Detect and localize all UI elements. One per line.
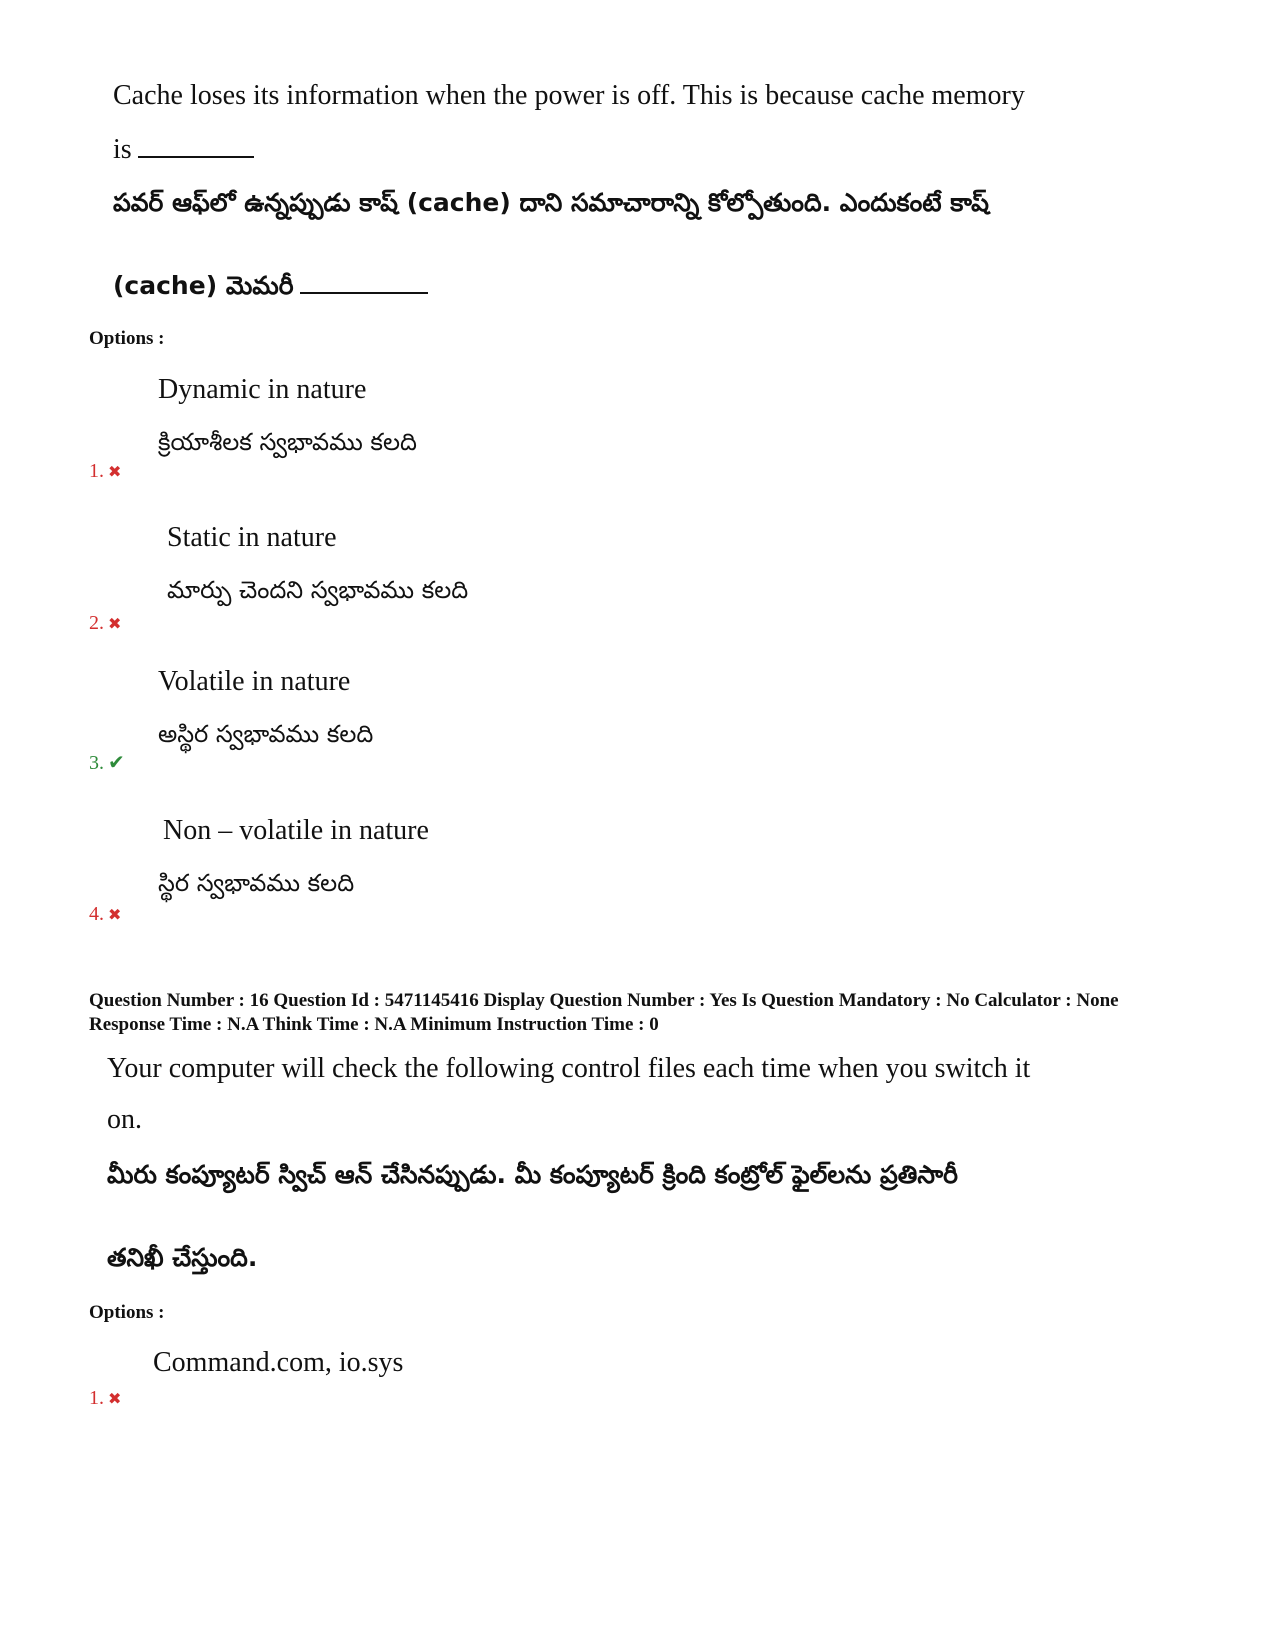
wrong-answer-icon: ✖	[108, 464, 122, 481]
question-15-text-line2	[113, 132, 254, 166]
option-1-telugu: క్రియాశీలక స్వభావము కలది	[158, 428, 417, 456]
option-4-number: 4.	[89, 903, 104, 925]
option-3-marker	[89, 750, 125, 775]
options-label: Options :	[89, 328, 165, 349]
option-3-telugu: అస్థిర స్వభావము కలది	[158, 720, 374, 748]
option-2-telugu: మార్పు చెందని స్వభావము కలది	[167, 576, 469, 604]
q16-option-1-english: Command.com, io.sys	[153, 1347, 404, 1378]
question-16-text-line2: on.	[107, 1104, 142, 1135]
question-15-telugu-line2-text: (cache) మెమరీ	[113, 271, 294, 300]
option-2-number: 2.	[89, 612, 104, 634]
wrong-answer-icon: ✖	[108, 907, 122, 924]
question-16-meta: Question Number : 16 Question Id : 5471145416 Display Question Number : Yes Is Question Mandatory : No Calculator : None Response Time : N.A Think Time : N.A Minimum Instruction Time : 0	[89, 990, 1119, 1035]
options-label: Options :	[89, 1302, 165, 1323]
option-4-marker	[89, 903, 121, 926]
question-16-telugu-line1: మీరు కంప్యూటర్ స్విచ్ ఆన్ చేసినప్పుడు. మీ కంప్యూటర్ క్రింది కంట్రోల్ ఫైల్‌లను ప్రతిసారీ	[107, 1160, 958, 1189]
option-1-marker	[89, 460, 121, 483]
question-15-telugu-line1: పవర్ ఆఫ్‌లో ఉన్నప్పుడు కాష్ (cache) దాని సమాచారాన్ని కోల్పోతుంది. ఎందుకంటే కాష్	[113, 188, 989, 217]
question-15-line2-text: is	[113, 134, 132, 165]
question-15-telugu-line2	[113, 268, 428, 307]
wrong-answer-icon: ✖	[108, 616, 122, 633]
option-3-number: 3.	[89, 752, 104, 774]
option-1-english: Dynamic in nature	[158, 374, 367, 405]
option-2-marker	[89, 612, 121, 635]
answer-blank	[138, 132, 254, 158]
correct-answer-icon: ✔	[108, 752, 125, 774]
option-2-english: Static in nature	[167, 522, 337, 553]
wrong-answer-icon: ✖	[108, 1391, 122, 1408]
question-15-text-line1: Cache loses its information when the power is off. This is because cache memory	[113, 80, 1025, 111]
option-3-english: Volatile in nature	[158, 666, 351, 697]
question-16-telugu-line2: తనిఖీ చేస్తుంది.	[107, 1243, 258, 1272]
option-4-english: Non – volatile in nature	[163, 815, 429, 846]
q16-option-1-number: 1.	[89, 1387, 104, 1409]
option-4-telugu: స్థిర స్వభావము కలది	[158, 869, 355, 897]
question-16-text-line1: Your computer will check the following control files each time when you switch it	[107, 1053, 1031, 1084]
q16-option-1-marker	[89, 1387, 121, 1410]
option-1-number: 1.	[89, 460, 104, 482]
answer-blank	[300, 268, 428, 294]
